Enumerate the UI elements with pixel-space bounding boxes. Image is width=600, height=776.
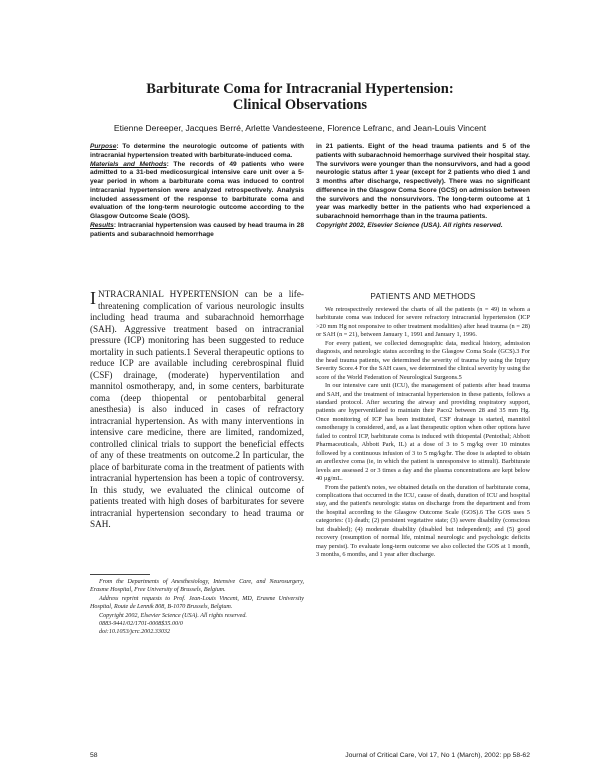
intro-paragraph: NTRACRANIAL HYPERTENSION can be a life-threatening complication of various neurologic insults including head trauma and subarachnoid hemorrhage (SAH). Aggressive treatment based on intracranial pressure (ICP) monitoring has been suggested to reduce mortality in such patients.1 Several therapeutic options to reduce ICP are available including cerebrospinal fluid (CSF) drainage, (moderate) hyperventilation and mannitol osmotherapy, and, in some centers, barbiturate coma (deep thiopental or pentobarbital general anesthesia) is also induced in cases of refractory intracranial hypertension. As with many interventions in intensive care medicine, there are limited, randomized, controlled clinical trials to support the beneficial effects of any of these treatments on outcome.2 In particular, the place of barbiturate coma in the treatment of patients with intracranial hypertension has been a topic of controversy. In this study, we evaluated the clinical outcome of patients treated with high doses of barbiturates for severe intracranial hypertension secondary to head trauma or SAH. bbox=[90, 289, 304, 529]
results-text-left: : Intracranial hypertension was caused by head trauma in 28 patients and subarachnoid hemorrhage bbox=[90, 221, 304, 238]
materials-label: Materials and Methods bbox=[90, 160, 167, 168]
journal-reference: Journal of Critical Care, Vol 17, No 1 (March), 2002: pp 58-62 bbox=[345, 752, 530, 759]
methods-paragraph-2: For every patient, we collected demographic data, medical history, admission diagnosis, and neurologic status according to the Glasgow Coma Scale (GCS).3 For the head trauma patients, we determined the severity of trauma by using the Injury Severity Score.4 For the SAH cases, we determined the clinical severity by using the score of the World Federation of Neurological Surgeons.5 bbox=[316, 339, 530, 381]
results-label: Results bbox=[90, 221, 114, 229]
abstract-right bbox=[316, 143, 530, 231]
introduction bbox=[90, 289, 304, 531]
page-number: 58 bbox=[90, 752, 98, 759]
purpose-label: Purpose bbox=[90, 143, 117, 150]
doi-text: doi:10.1053/jcrc.2002.33032 bbox=[99, 629, 171, 636]
affiliation-note: From the Departments of Anesthesiology, Intensive Care, and Neurosurgery, Erasme Hospital, Free University of Brussels, Belgium. bbox=[90, 579, 304, 594]
drop-cap: I bbox=[90, 288, 96, 308]
author-list: Etienne Dereeper, Jacques Berré, Arlette Vandesteene, Florence Lefranc, and Jean-Louis Vincent bbox=[113, 123, 487, 133]
article-title-line-2: Clinical Observations bbox=[232, 97, 368, 113]
footnote-copyright: Copyright 2002, Elsevier Science (USA). All rights reserved. bbox=[99, 612, 247, 619]
article-title-line-1: Barbiturate Coma for Intracranial Hypertension: bbox=[146, 81, 454, 97]
section-heading-methods: PATIENTS AND METHODS bbox=[370, 292, 476, 301]
methods-body bbox=[316, 306, 530, 560]
footnote bbox=[90, 578, 304, 637]
results-text-right: in 21 patients. Eight of the head trauma patients and 5 of the patients with subarachnoid hemorrhage survived their hospital stay. The survivors were younger than the nonsurvivors, and had a good neurologic status after 1 year (except for 2 patients who died 1 and 3 months after discharge, respectively). There was no significant difference in the Glasgow Coma Score (GCS) on admission between the survivors and the nonsurvivors. The long-term outcome at 1 year was markedly better in the patients who had experienced a subarachnoid hemorrhage than in the trauma patients. bbox=[316, 143, 530, 220]
issn-code: 0883-9441/02/1701-0008$35.00/0 bbox=[99, 621, 183, 628]
methods-paragraph-4: From the patient's notes, we obtained details on the duration of barbiturate coma, complications that occurred in the ICU, cause of death, duration of ICU and hospital stay, and the patient's neurologic status on discharge from the department and from the hospital according to the Glasgow Outcome Scale (GOS).6 The GOS uses 5 categories: (1) death; (2) persistent vegetative state; (3) severe disability (conscious but disabled); (4) moderate disability (disabled but independent); and (5) good recovery (resumption of normal life, minimal neurologic and psychologic deficits may persist). To evaluate long-term outcome we also collected the GOS at 1 month, 3 months, 6 months, and 1 year after discharge. bbox=[316, 483, 530, 559]
abstract-copyright: Copyright 2002, Elsevier Science (USA). All rights reserved. bbox=[316, 221, 503, 229]
methods-paragraph-1: We retrospectively reviewed the charts of all the patients (n = 49) in whom a barbiturate coma was induced for severe refractory intracranial hypertension (ICP >20 mm Hg not responsive to other treatment modalities) after head trauma (n = 28) or SAH (n = 21), between January 1, 1991 and January 1, 1996. bbox=[316, 306, 530, 339]
abstract-left bbox=[90, 143, 304, 239]
reprint-address: Address reprint requests to Prof. Jean-Louis Vincent, MD, Erasme University Hospital, Route de Lennik 808, B-1070 Brussels, Belgium. bbox=[90, 595, 304, 611]
purpose-text: : To determine the neurologic outcome of patients with intracranial hypertension treated with barbiturate-induced coma. bbox=[90, 143, 304, 159]
materials-text: : The records of 49 patients who were admitted to a 31-bed medicosurgical intensive care unit over a 5-year period in whom a barbiturate coma was induced to control intracranial hypertension were analyzed retrospectively. Analysis included assessment of the response to barbiturate coma and evaluation of the long-term neurologic outcome according to the Glasgow Outcome Scale (GOS). bbox=[90, 160, 304, 220]
footnote-rule bbox=[90, 574, 150, 575]
methods-paragraph-3: In our intensive care unit (ICU), the management of patients after head trauma and SAH, and the treatment of intracranial hypertension in these patients, follows a standard protocol. After securing the airway and providing respiratory support, patients are hyperventilated to maintain their Paco2 between 28 and 35 mm Hg. Once monitoring of ICP has been instituted, CSF drainage is started, mannitol osmotherapy is considered, and, as a last therapeutic option when other options have failed to control ICP, barbiturate coma is induced with thiopental (Pentothal; Abbott Pharmaceuticals, Abbott Park, IL) at a dose of 3 to 5 mg/kg over 10 minutes followed by a continuous infusion of 3 to 5 mg/kg/hr. The dose is adapted to obtain an areflexive coma (ie, in which the patient is unresponsive to stimuli). Barbiturate levels are assessed 2 or 3 times a day and the plasma concentrations are kept below 40 µg/mL. bbox=[316, 382, 530, 483]
